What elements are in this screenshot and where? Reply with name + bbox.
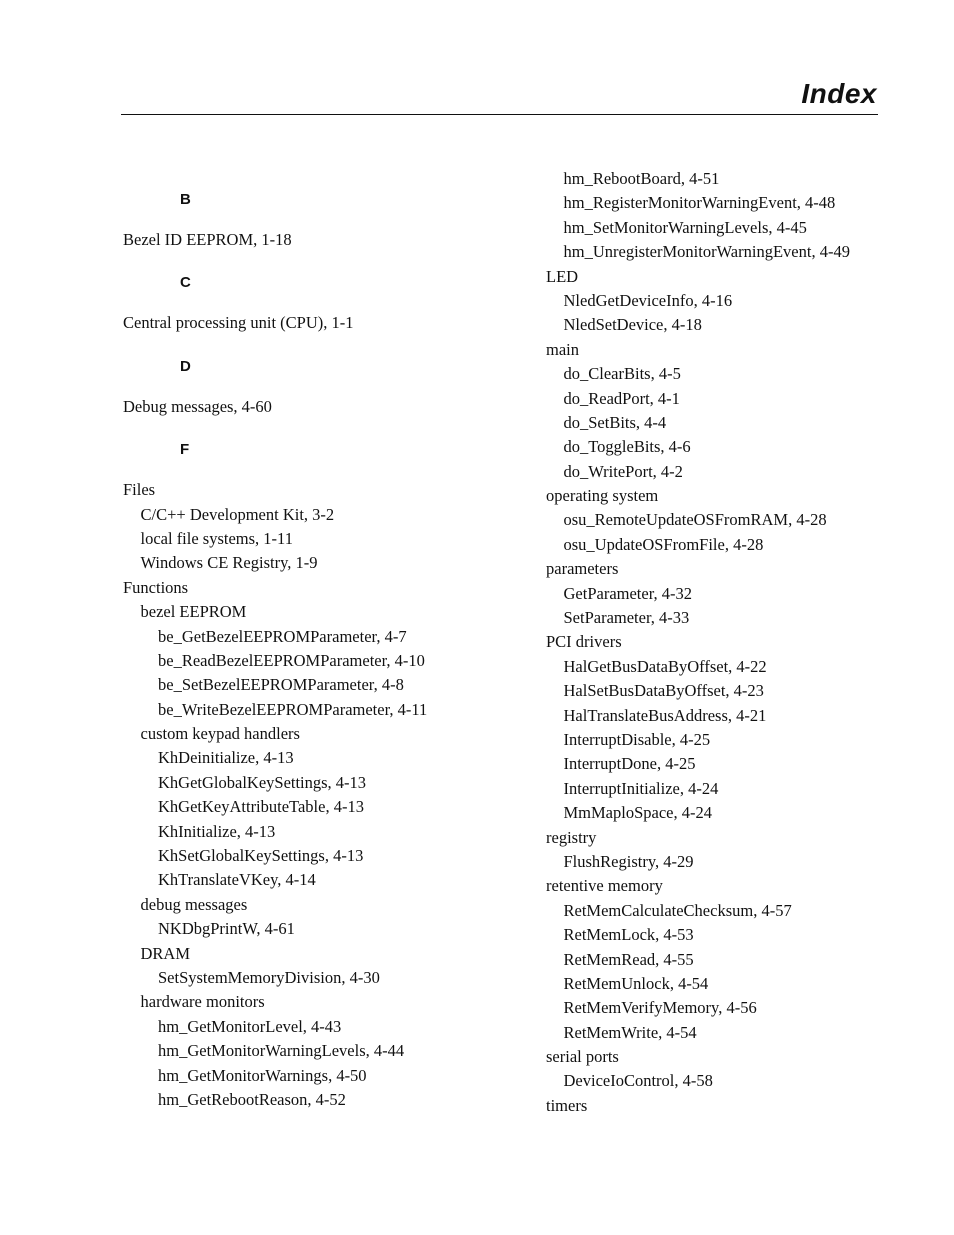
section-spacer bbox=[123, 468, 523, 478]
index-entry: osu_UpdateOSFromFile, 4-28 bbox=[563, 534, 764, 554]
index-entry: HalTranslateBusAddress, 4-21 bbox=[563, 705, 767, 725]
index-entry: hm_GetMonitorWarningLevels, 4-44 bbox=[158, 1041, 405, 1061]
index-entry: LED bbox=[546, 266, 579, 286]
index-entry: osu_RemoteUpdateOSFromRAM, 4-28 bbox=[563, 510, 827, 530]
index-entry: debug messages bbox=[140, 894, 248, 914]
index-entry: Debug messages, 4-60 bbox=[123, 396, 272, 416]
index-entry: do_WritePort, 4-2 bbox=[563, 461, 683, 481]
index-entry: HalGetBusDataByOffset, 4-22 bbox=[563, 656, 767, 676]
index-entry: do_ReadPort, 4-1 bbox=[563, 388, 680, 408]
index-entry: Functions bbox=[123, 577, 189, 597]
title-divider bbox=[121, 114, 878, 115]
index-entry: hm_RegisterMonitorWarningEvent, 4-48 bbox=[563, 193, 836, 213]
index-entry: serial ports bbox=[546, 1047, 619, 1067]
section-spacer bbox=[123, 385, 523, 395]
index-entry: hm_GetRebootReason, 4-52 bbox=[158, 1089, 346, 1109]
index-entry: be_GetBezelEEPROMParameter, 4-7 bbox=[158, 626, 407, 646]
index-entry: RetMemWrite, 4-54 bbox=[563, 1022, 697, 1042]
index-section bbox=[123, 182, 523, 252]
index-entry: InterruptDone, 4-25 bbox=[563, 754, 696, 774]
page-title: Index bbox=[801, 78, 877, 109]
index-entry: Windows CE Registry, 1-9 bbox=[140, 553, 318, 573]
index-section bbox=[123, 265, 523, 335]
index-entry: RetMemRead, 4-55 bbox=[563, 949, 694, 969]
index-entry: KhInitialize, 4-13 bbox=[158, 821, 276, 841]
index-entry: timers bbox=[546, 1095, 588, 1115]
section-letter-heading: F bbox=[180, 441, 190, 459]
index-entry: NledGetDeviceInfo, 4-16 bbox=[563, 290, 733, 310]
index-entry: RetMemLock, 4-53 bbox=[563, 925, 694, 945]
index-section bbox=[123, 349, 523, 419]
index-entry: hm_GetMonitorWarnings, 4-50 bbox=[158, 1065, 367, 1085]
index-entry: RetMemUnlock, 4-54 bbox=[563, 973, 709, 993]
index-entry: parameters bbox=[546, 559, 619, 579]
index-entry: Bezel ID EEPROM, 1-18 bbox=[123, 230, 292, 249]
index-left-column bbox=[123, 182, 523, 1125]
index-entry: C/C++ Development Kit, 3-2 bbox=[140, 504, 335, 524]
index-entry: hardware monitors bbox=[140, 992, 265, 1012]
index-entry: be_ReadBezelEEPROMParameter, 4-10 bbox=[158, 650, 425, 670]
index-entry-list bbox=[123, 228, 523, 252]
index-entry: hm_UnregisterMonitorWarningEvent, 4-49 bbox=[563, 242, 850, 262]
index-entry: SetSystemMemoryDivision, 4-30 bbox=[158, 967, 380, 987]
index-entry: operating system bbox=[546, 486, 659, 506]
index-entry: RetMemCalculateChecksum, 4-57 bbox=[563, 900, 792, 920]
index-entry: RetMemVerifyMemory, 4-56 bbox=[563, 998, 757, 1018]
index-entry: main bbox=[546, 339, 579, 359]
index-entry: hm_GetMonitorLevel, 4-43 bbox=[158, 1016, 342, 1036]
index-entry: KhTranslateVKey, 4-14 bbox=[158, 870, 316, 890]
section-letter-heading: D bbox=[180, 357, 191, 375]
index-entry: Files bbox=[123, 480, 156, 500]
index-entry: hm_SetMonitorWarningLevels, 4-45 bbox=[563, 217, 807, 237]
index-entry: KhGetKeyAttributeTable, 4-13 bbox=[158, 797, 364, 817]
index-entry: local file systems, 1-11 bbox=[140, 528, 293, 548]
index-entry: do_SetBits, 4-4 bbox=[563, 412, 667, 432]
index-entry: PCI drivers bbox=[546, 632, 622, 652]
index-entry: DeviceIoControl, 4-58 bbox=[563, 1071, 713, 1091]
index-entry: MmMaploSpace, 4-24 bbox=[563, 803, 712, 823]
index-entry: bezel EEPROM bbox=[140, 602, 247, 622]
index-entry: KhDeinitialize, 4-13 bbox=[158, 748, 294, 768]
index-entry-list bbox=[123, 395, 523, 419]
index-entry: FlushRegistry, 4-29 bbox=[563, 851, 694, 871]
index-entry-list bbox=[123, 478, 523, 1112]
index-entry: NKDbgPrintW, 4-61 bbox=[158, 919, 295, 939]
index-entry: registry bbox=[546, 827, 597, 847]
index-entry: custom keypad handlers bbox=[140, 724, 300, 744]
index-entry: InterruptDisable, 4-25 bbox=[563, 729, 711, 749]
index-entry: be_SetBezelEEPROMParameter, 4-8 bbox=[158, 675, 404, 695]
section-letter-heading: B bbox=[180, 191, 191, 208]
index-entry: HalSetBusDataByOffset, 4-23 bbox=[563, 681, 764, 701]
index-entry: be_WriteBezelEEPROMParameter, 4-11 bbox=[158, 699, 428, 719]
index-entry: DRAM bbox=[140, 943, 191, 963]
index-entry-list bbox=[123, 311, 523, 335]
section-letter-heading: C bbox=[180, 274, 191, 292]
index-entry: KhSetGlobalKeySettings, 4-13 bbox=[158, 846, 364, 866]
index-entry: retentive memory bbox=[546, 876, 663, 896]
section-spacer bbox=[123, 218, 523, 228]
index-entry: Central processing unit (CPU), 1-1 bbox=[123, 313, 354, 333]
index-entry: GetParameter, 4-32 bbox=[563, 583, 693, 603]
index-entry: hm_RebootBoard, 4-51 bbox=[563, 169, 720, 188]
index-right-column bbox=[546, 167, 926, 1118]
index-entry: InterruptInitialize, 4-24 bbox=[563, 778, 719, 798]
section-spacer bbox=[123, 301, 523, 311]
index-entry: NledSetDevice, 4-18 bbox=[563, 315, 702, 335]
index-entry: KhGetGlobalKeySettings, 4-13 bbox=[158, 772, 367, 792]
index-entry: do_ClearBits, 4-5 bbox=[563, 364, 681, 384]
index-entry: do_ToggleBits, 4-6 bbox=[563, 437, 691, 457]
index-entry: SetParameter, 4-33 bbox=[563, 608, 690, 628]
index-section bbox=[123, 432, 523, 1112]
